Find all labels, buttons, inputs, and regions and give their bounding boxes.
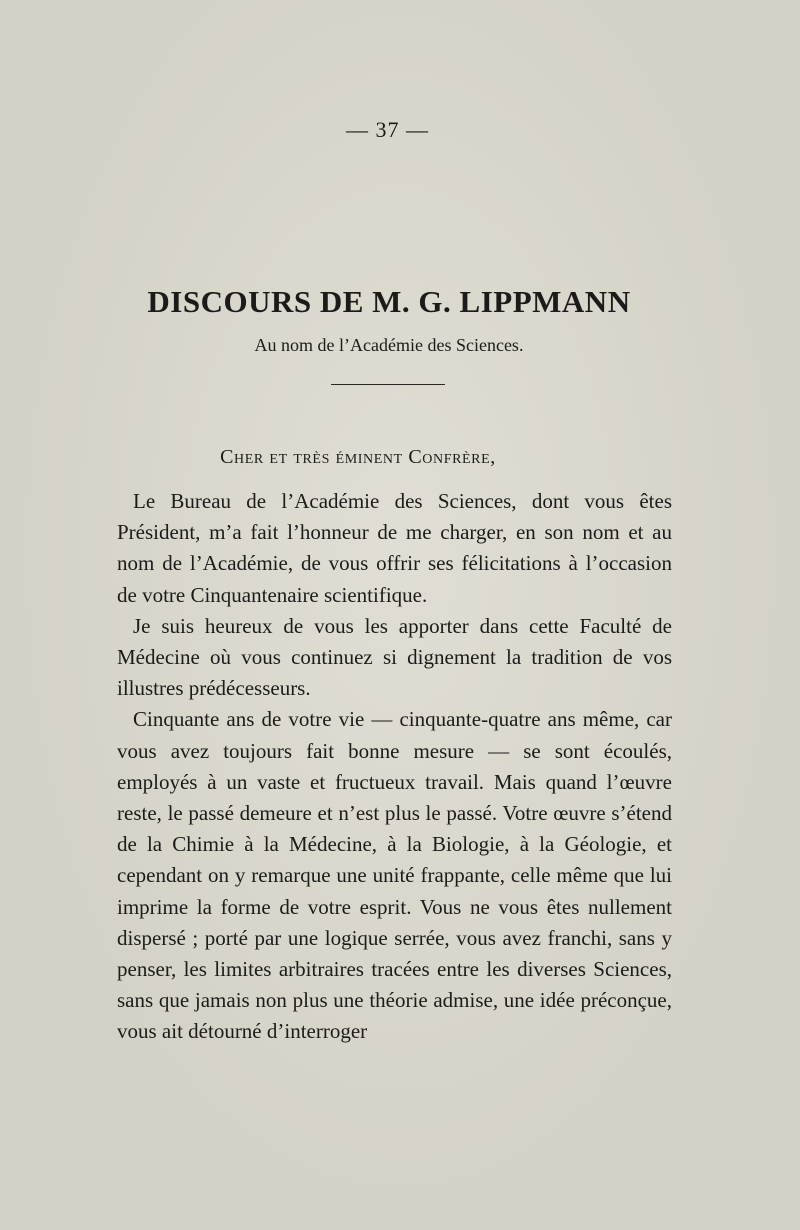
paragraph: Cinquante ans de votre vie — cinquante-quatre ans même, car vous avez toujours fait bonne mesure — se sont écoulés, employés à un vaste et fructueux travail. Mais quand l’œuvre reste, le passé demeure et n’est plus le passé. Votre œuvre s’étend de la Chimie à la Médecine, à la Biologie, à la Géologie, et cependant on y remarque une unité frappante, celle même que lui imprime la forme de votre esprit. Vous ne vous êtes nullement dispersé ; porté par une logique serrée, vous avez franchi, sans y penser, les limites arbitraires tracées entre les diverses Sciences, sans que jamais non plus une théorie admise, une idée préconçue, vous ait détourné d’interroger [117,707,672,1044]
paragraph: Le Bureau de l’Académie des Sciences, dont vous êtes Président, m’a fait l’honneur de me charger, en son nom et au nom de l’Académie, de vous offrir ses félicitations à l’occasion de votre Cinquantenaire scientifique. [117,489,672,607]
speech-subtitle: Au nom de l’Académie des Sciences. [254,335,524,355]
speech-body [117,486,672,1048]
page-number: — 37 — [346,117,429,142]
salutation: Cher et très éminent Confrère, [220,446,496,468]
speech-title: DISCOURS DE M. G. LIPPMANN [147,284,631,319]
paragraph: Je suis heureux de vous les apporter dans cette Faculté de Médecine où vous continuez si dignement la tradition de vos illustres prédécesseurs. [117,613,672,701]
section-divider [331,384,445,385]
